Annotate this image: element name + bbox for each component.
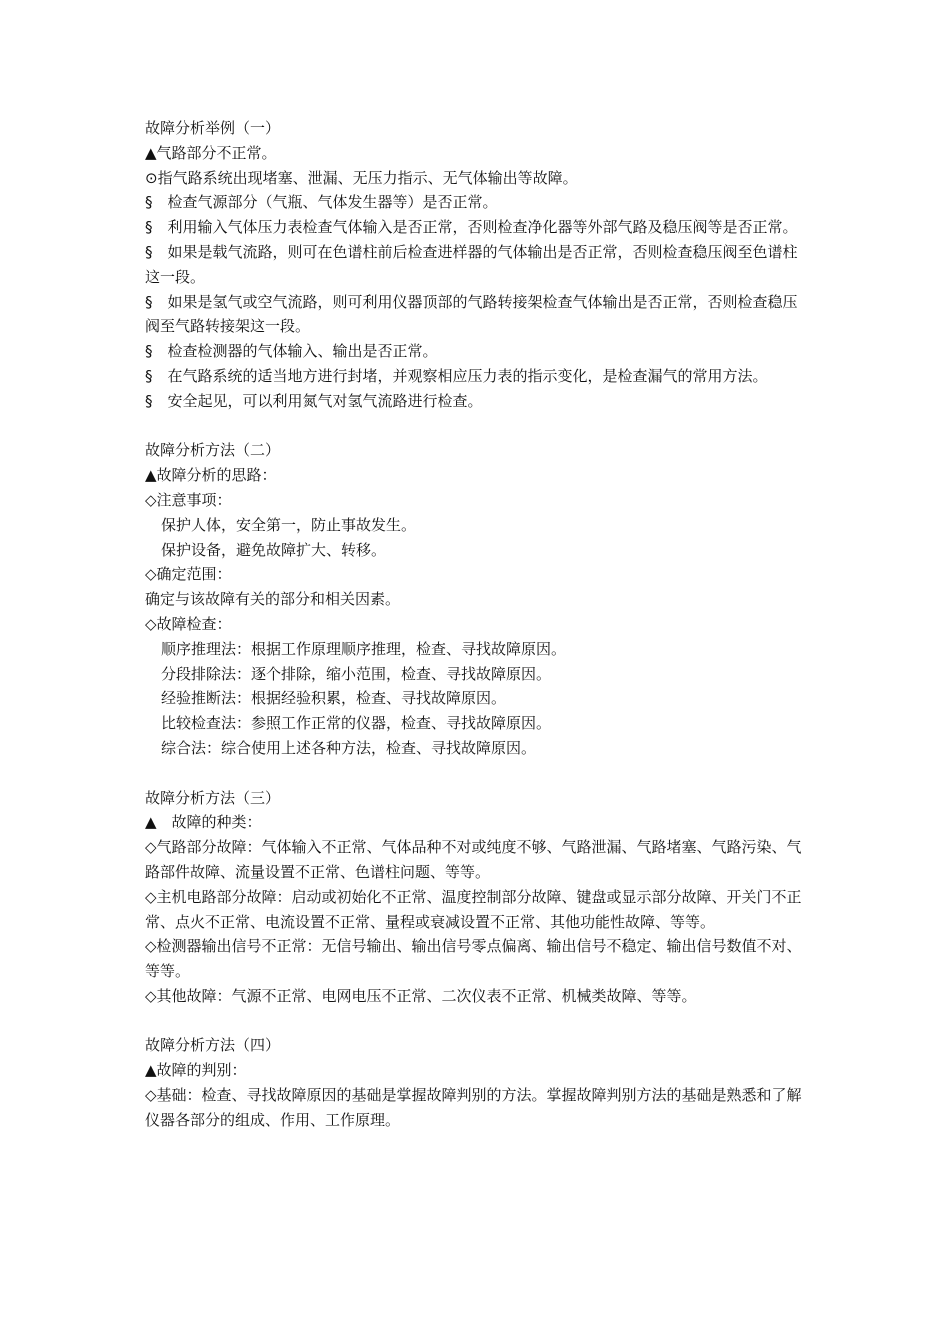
text-line: ⊙指气路系统出现堵塞、泄漏、无压力指示、无气体输出等故障。 bbox=[145, 168, 578, 187]
section-title: 故障分析举例（一） bbox=[145, 119, 281, 137]
section-title: 故障分析方法（二） bbox=[145, 441, 281, 460]
section-title: 故障分析方法（三） bbox=[145, 788, 281, 807]
text-line: ◇气路部分故障：气体输入不正常、气体品种不对或纯度不够、气路泄漏、气路堵塞、气路污染、气路部件故障、流量设置不正常、色谱柱问题、等等。 bbox=[145, 838, 802, 881]
section-fault-method-3 bbox=[145, 786, 810, 1009]
text-line: § 安全起见，可以利用氮气对氢气流路进行检查。 bbox=[145, 391, 483, 410]
section-fault-method-2 bbox=[145, 438, 810, 760]
text-line: 综合法：综合使用上述各种方法，检查、寻找故障原因。 bbox=[161, 738, 537, 757]
section-title: 故障分析方法（四） bbox=[145, 1036, 281, 1055]
text-line: § 检查气源部分（气瓶、气体发生器等）是否正常。 bbox=[145, 193, 498, 212]
text-line: 保护人体，安全第一，防止事故发生。 bbox=[161, 515, 417, 534]
text-line: ▲故障的判别： bbox=[145, 1061, 247, 1080]
text-line: 分段排除法：逐个排除，缩小范围，检查、寻找故障原因。 bbox=[161, 664, 552, 683]
text-line: ◇其他故障：气源不正常、电网电压不正常、二次仪表不正常、机械类故障、等等。 bbox=[145, 986, 697, 1005]
text-line: ◇故障检查： bbox=[145, 614, 232, 633]
text-line: 比较检查法：参照工作正常的仪器，检查、寻找故障原因。 bbox=[161, 714, 552, 733]
text-line: ◇基础：检查、寻找故障原因的基础是掌握故障判别的方法。掌握故障判别方法的基础是熟悉和了解仪器各部分的组成、作用、工作原理。 bbox=[145, 1086, 802, 1129]
document-page bbox=[145, 116, 810, 1133]
text-line: ▲ 故障的种类： bbox=[145, 813, 262, 832]
text-line: ▲气路部分不正常。 bbox=[145, 143, 277, 162]
section-fault-example-1 bbox=[145, 116, 810, 414]
text-line: 确定与该故障有关的部分和相关因素。 bbox=[145, 590, 401, 609]
text-line: § 在气路系统的适当地方进行封堵，并观察相应压力表的指示变化，是检查漏气的常用方法。 bbox=[145, 366, 768, 385]
text-line: ◇主机电路部分故障：启动或初始化不正常、温度控制部分故障、键盘或显示部分故障、开关门不正常、点火不正常、电流设置不正常、量程或衰减设置不正常、其他功能性故障、等等。 bbox=[145, 887, 802, 931]
text-line: § 检查检测器的气体输入、输出是否正常。 bbox=[145, 342, 438, 361]
text-line: ◇确定范围： bbox=[145, 565, 232, 584]
text-line: § 如果是载气流路，则可在色谱柱前后检查进样器的气体输出是否正常，否则检查稳压阀至色谱柱这一段。 bbox=[145, 242, 798, 286]
text-line: § 如果是氢气或空气流路，则可利用仪器顶部的气路转接架检查气体输出是否正常，否则检查稳压阀至气路转接架这一段。 bbox=[145, 292, 798, 336]
text-line: 保护设备，避免故障扩大、转移。 bbox=[161, 540, 387, 559]
text-line: ▲故障分析的思路： bbox=[145, 466, 277, 485]
text-line: 经验推断法：根据经验积累，检查、寻找故障原因。 bbox=[161, 689, 507, 708]
section-fault-method-4 bbox=[145, 1033, 810, 1132]
text-line: ◇注意事项： bbox=[145, 490, 232, 509]
text-line: 顺序推理法：根据工作原理顺序推理，检查、寻找故障原因。 bbox=[161, 639, 567, 658]
text-line: § 利用输入气体压力表检查气体输入是否正常，否则检查净化器等外部气路及稳压阀等是否正常。 bbox=[145, 218, 798, 237]
text-line: ◇检测器输出信号不正常：无信号输出、输出信号零点偏离、输出信号不稳定、输出信号数值不对、等等。 bbox=[145, 937, 802, 981]
